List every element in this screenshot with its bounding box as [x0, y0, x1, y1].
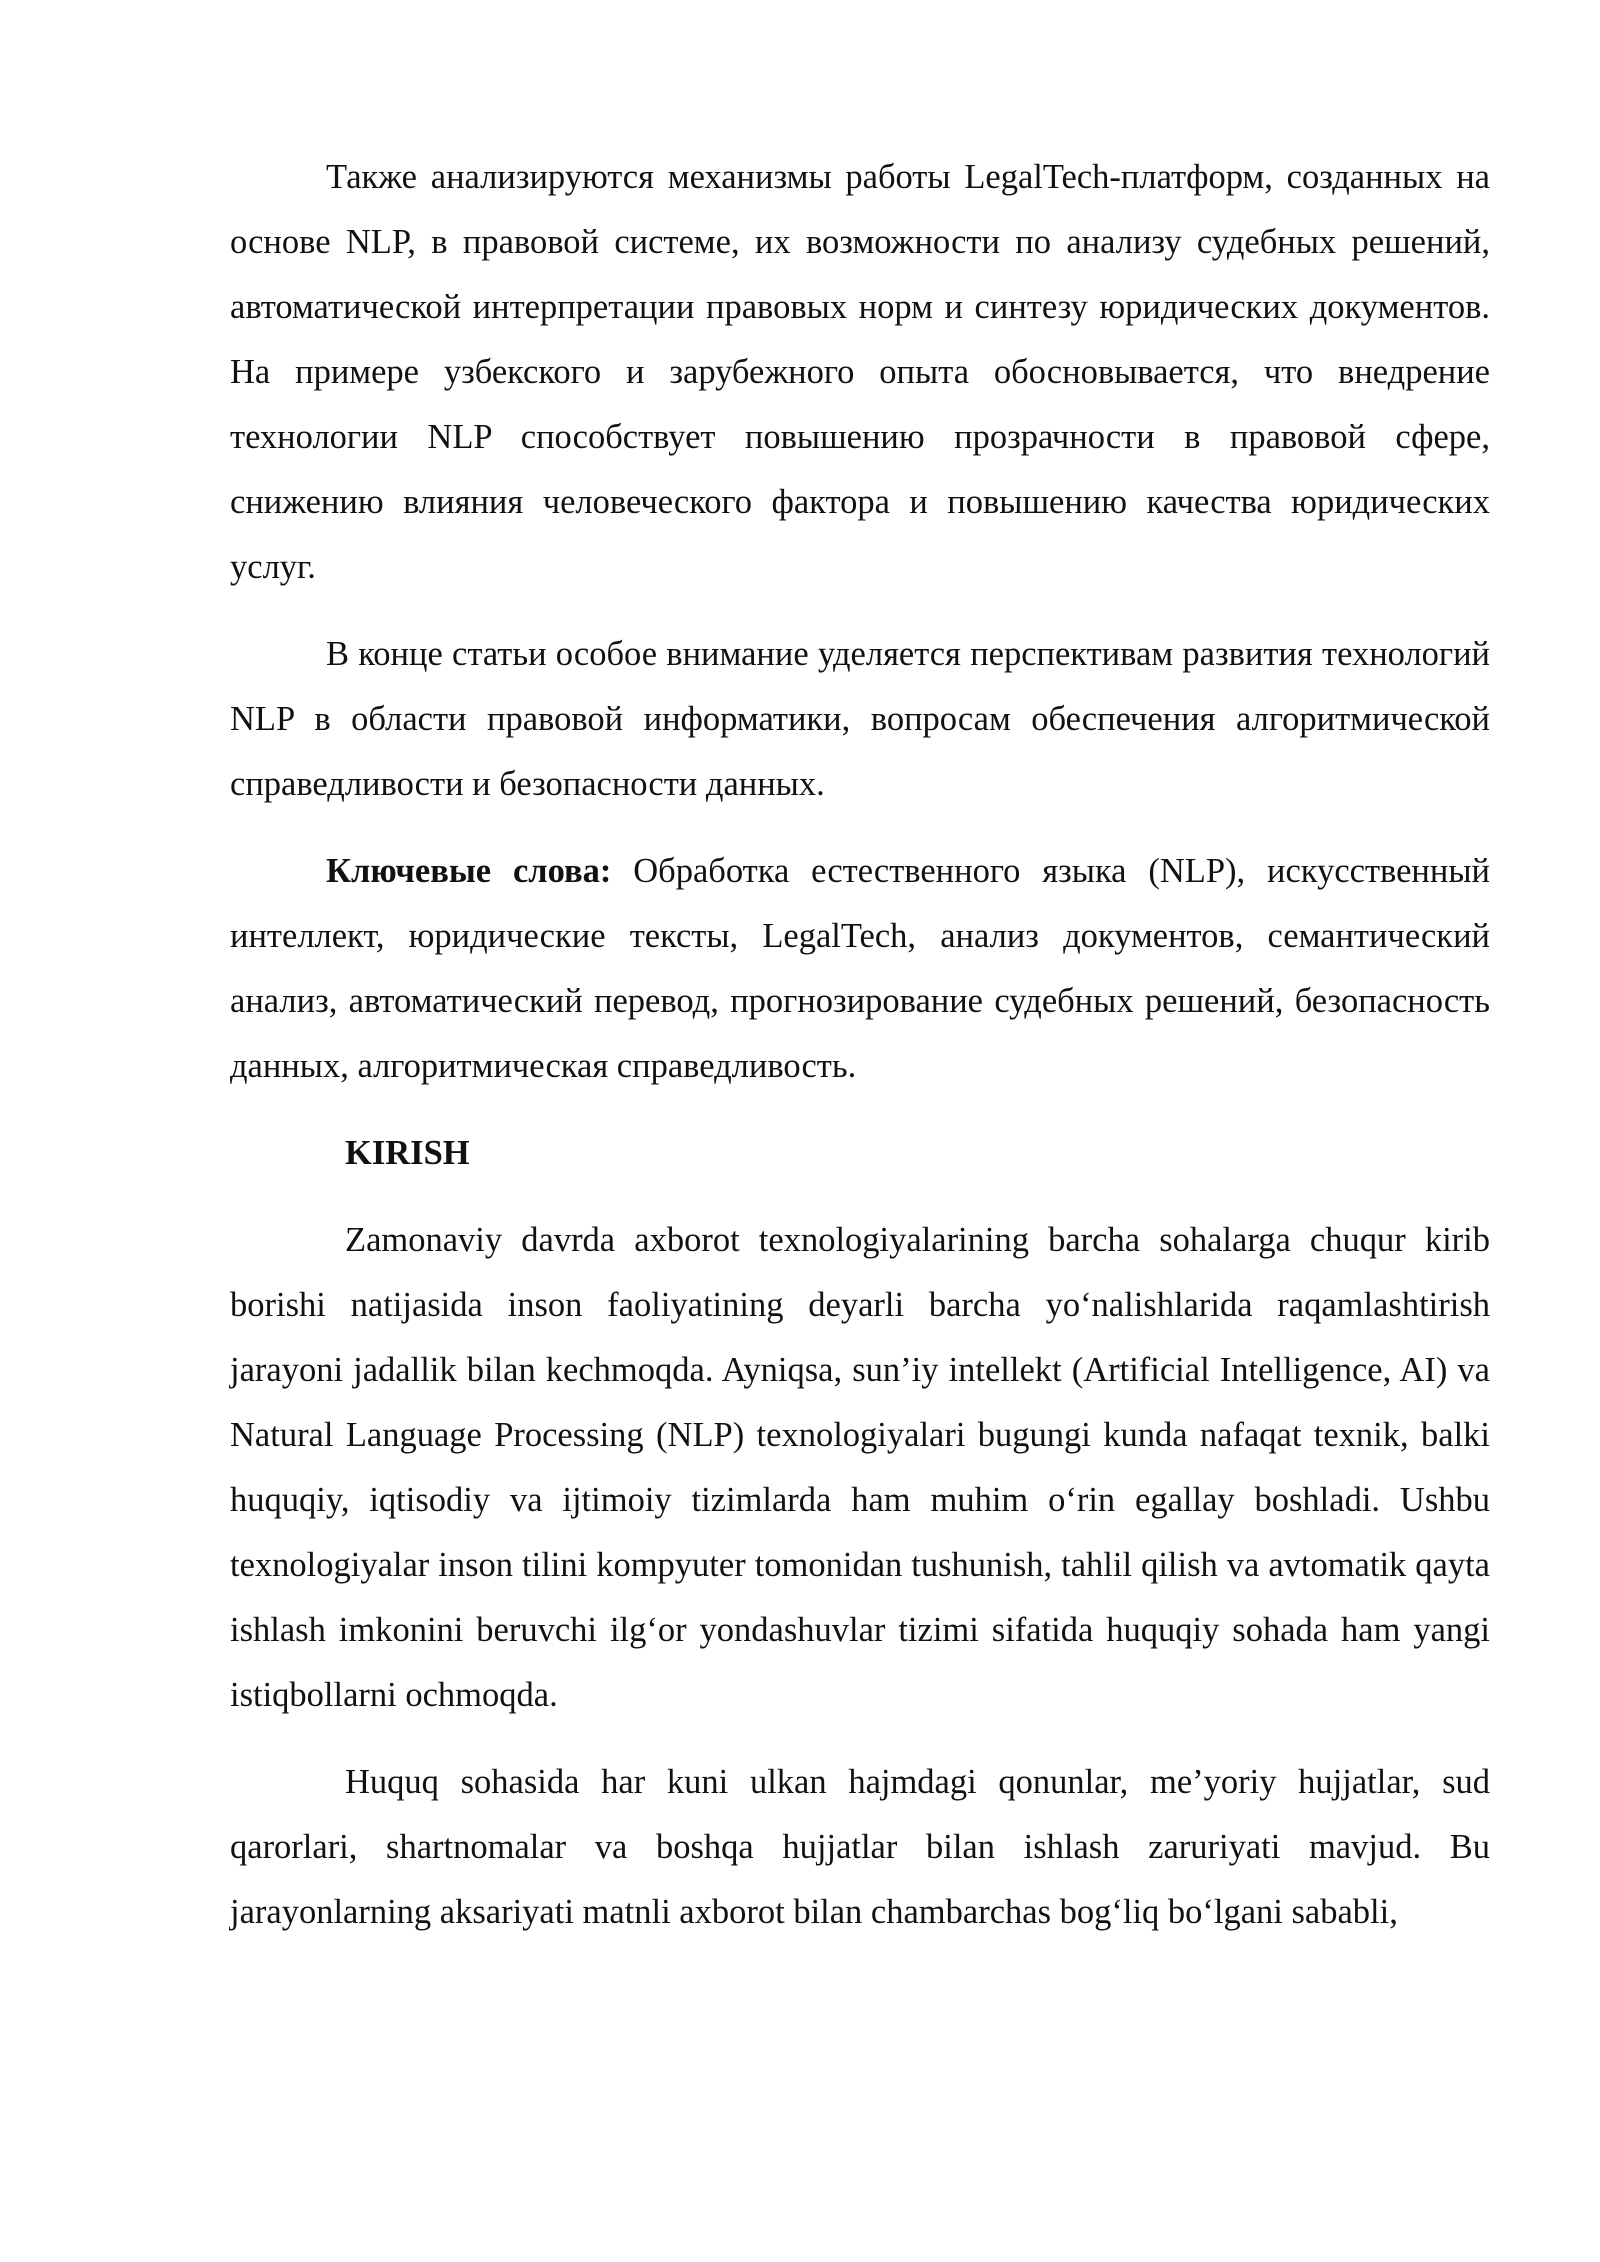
- abstract-paragraph-2: В конце статьи особое внимание уделяется перспективам развития технологий NLP в области правовой информатики, вопросам обеспечения алгоритмической справедливости и безопасности данных.: [230, 635, 1490, 803]
- intro-paragraph-2: Huquq sohasida har kuni ulkan hajmdagi qonunlar, me’yoriy hujjatlar, sud qarorlari, shartnomalar va boshqa hujjatlar bilan ishlash zaruriyati mavjud. Bu jarayonlarning aksariyati matnli axborot bilan chambarchas bog‘liq bo‘lgani sababli,: [230, 1763, 1490, 1931]
- keywords-paragraph: [230, 839, 1490, 1099]
- keywords-text: Обработка естественного языка (NLP), искусственный интеллект, юридические тексты, LegalTech, анализ документов, семантический анализ, автоматический перевод, прогнозирование судебных решений, безопасность данных, алгоритмическая справедливость.: [230, 852, 1490, 1085]
- intro-paragraph-1: Zamonaviy davrda axborot texnologiyalarining barcha sohalarga chuqur kirib borishi natijasida inson faoliyatining deyarli barcha yo‘nalishlarida raqamlashtirish jarayoni jadallik bilan kechmoqda. Ayniqsa, sun’iy intellekt (Artificial Intelligence, AI) va Natural Language Processing (NLP) texnologiyalari bugungi kunda nafaqat texnik, balki huquqiy, iqtisodiy va ijtimoiy tizimlarda ham muhim o‘rin egallay boshladi. Ushbu texnologiyalar inson tilini kompyuter tomonidan tushunish, tahlil qilish va avtomatik qayta ishlash imkonini beruvchi ilg‘or yondashuvlar tizimi sifatida huquqiy sohada ham yangi istiqbollarni ochmoqda.: [230, 1221, 1490, 1714]
- document-body: [230, 145, 1490, 1967]
- abstract-paragraph-1: Также анализируются механизмы работы LegalTech-платформ, созданных на основе NLP, в правовой системе, их возможности по анализу судебных решений, автоматической интерпретации правовых норм и синтезу юридических документов. На примере узбекского и зарубежного опыта обосновывается, что внедрение технологии NLP способствует повышению прозрачности в правовой сфере, снижению влияния человеческого фактора и повышению качества юридических услуг.: [230, 158, 1490, 586]
- keywords-label: Ключевые слова:: [326, 852, 612, 890]
- section-heading: KIRISH: [345, 1134, 470, 1172]
